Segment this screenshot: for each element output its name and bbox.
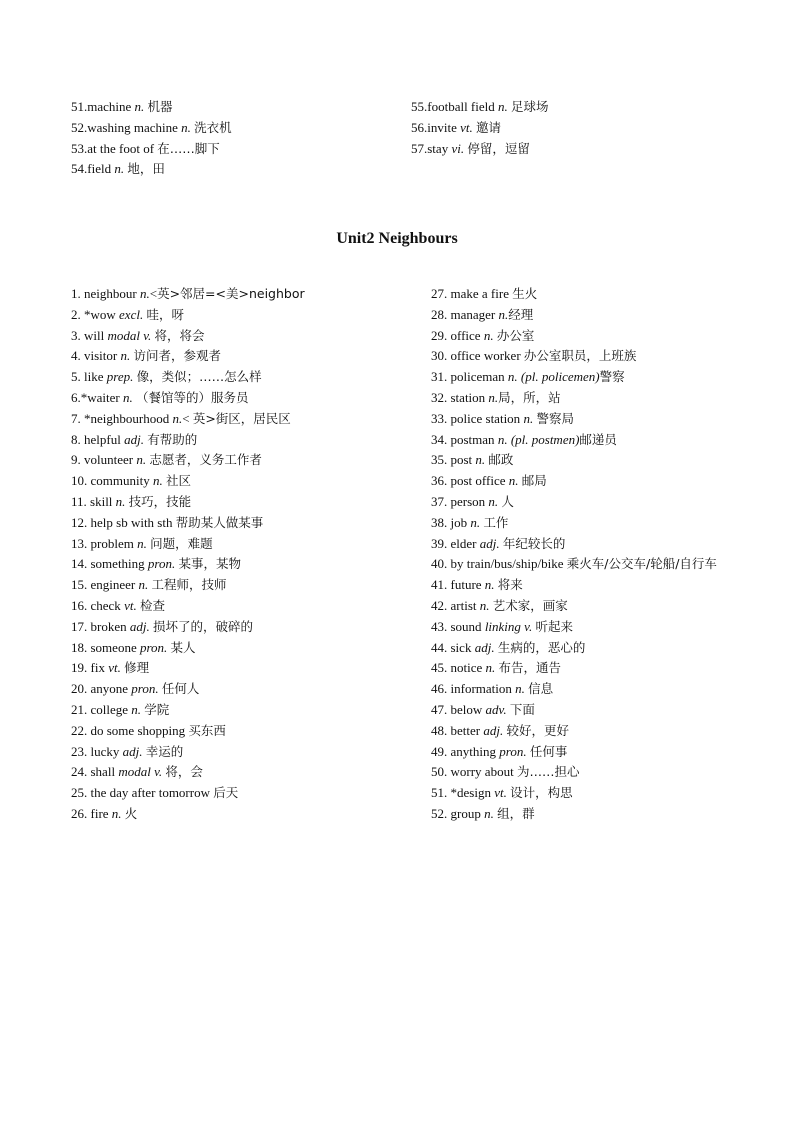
- vocab-pos: n.: [479, 597, 490, 613]
- vocab-meaning: 帮助某人做某事: [175, 514, 264, 530]
- vocab-separator: <: [182, 410, 193, 426]
- vocab-meaning: 有帮助的: [147, 431, 198, 447]
- vocab-term: 4. visitor: [71, 348, 121, 364]
- vocab-entry: [71, 658, 305, 679]
- vocab-entry: [431, 284, 717, 305]
- vocab-entry: [71, 305, 305, 326]
- vocab-term: 40. by train/bus/ship/bike: [431, 556, 567, 572]
- vocab-term: 53.at the foot of: [71, 140, 158, 156]
- vocab-term: 12. help sb with sth: [71, 514, 176, 530]
- vocab-meaning: 在……脚下: [157, 140, 220, 156]
- vocab-meaning: 后天: [213, 785, 239, 801]
- vocab-term: 17. broken: [71, 618, 130, 634]
- vocab-entry: [71, 679, 305, 700]
- vocab-meaning: 较好，更好: [506, 722, 569, 738]
- vocab-entry: [431, 721, 717, 742]
- vocab-pos: adj.: [124, 431, 144, 447]
- top-right-column: [411, 97, 549, 159]
- vocab-meaning: 工程师，技师: [151, 577, 227, 593]
- vocab-entry: [71, 513, 305, 534]
- vocab-entry: [431, 658, 717, 679]
- vocab-meaning: 检查: [139, 597, 165, 613]
- vocab-entry: [431, 638, 717, 659]
- vocab-term: 3. will: [71, 327, 108, 343]
- vocab-term: 20. anyone: [71, 681, 132, 697]
- vocab-entry: [71, 97, 232, 118]
- vocab-pos: n.: [508, 473, 519, 489]
- vocab-entry: [71, 638, 305, 659]
- vocab-term: 18. someone: [71, 639, 140, 655]
- vocab-column-left: [71, 284, 305, 825]
- vocab-pos: adj.: [474, 639, 495, 655]
- vocab-entry: [431, 305, 717, 326]
- vocab-meaning: 将，将会: [154, 327, 205, 343]
- vocab-term: 1. neighbour: [71, 286, 140, 301]
- vocab-meaning: 信息: [528, 681, 554, 697]
- vocab-pos: n.: [120, 348, 131, 364]
- page-title: Unit2 Neighbours: [336, 230, 458, 247]
- vocab-term: 10. community: [71, 473, 153, 489]
- vocab-pos: adj.: [122, 743, 143, 759]
- vocab-pos: n. (pl. postmen): [497, 431, 580, 447]
- vocab-term: 16. check: [71, 597, 125, 613]
- vocab-pos: modal v.: [118, 764, 163, 780]
- vocab-term: 19. fix: [71, 660, 109, 676]
- vocab-pos: vi.: [451, 140, 465, 156]
- vocab-entry: [71, 742, 305, 763]
- vocab-pos: n.: [134, 99, 145, 114]
- vocab-term: 37. person: [431, 493, 489, 509]
- vocab-pos: n.: [498, 99, 508, 114]
- vocab-entry: [71, 575, 305, 596]
- vocab-term: 29. office: [431, 327, 484, 343]
- vocab-entry: [71, 326, 305, 347]
- vocab-term: 51.machine: [71, 99, 135, 114]
- vocab-pos: n.: [172, 410, 183, 426]
- vocab-entry: [411, 139, 549, 160]
- vocab-entry: [431, 575, 717, 596]
- vocab-entry: [431, 346, 717, 367]
- vocab-entry: [71, 762, 305, 783]
- vocab-meaning: 设计，构思: [510, 785, 573, 801]
- vocab-pos: n.: [484, 577, 495, 593]
- vocab-entry: [431, 450, 717, 471]
- vocab-term: 7. *neighbourhood: [71, 410, 173, 426]
- vocab-term: 24. shall: [71, 764, 119, 780]
- vocab-meaning: 某人: [170, 639, 196, 655]
- vocab-pos: adj.: [129, 618, 150, 634]
- vocab-meaning: 邮局: [521, 473, 547, 489]
- vocab-pos: vt.: [494, 785, 507, 801]
- vocab-meaning: 某事，某物: [178, 556, 242, 572]
- vocab-term: 32. station: [431, 389, 489, 405]
- vocab-term: 22. do some shopping: [71, 722, 189, 738]
- vocab-meaning: 生火: [512, 286, 538, 301]
- vocab-pos: pron.: [147, 556, 176, 572]
- vocab-pos: n.: [114, 161, 125, 177]
- vocab-pos: n.: [488, 389, 499, 405]
- vocab-pos: n.: [523, 410, 534, 426]
- vocab-entry: [431, 471, 717, 492]
- vocab-pos: n.: [488, 493, 499, 509]
- vocab-term: 23. lucky: [71, 743, 123, 759]
- vocab-entry: [431, 762, 717, 783]
- vocab-entry: [71, 492, 305, 513]
- vocab-pos: n.: [484, 805, 494, 821]
- vocab-entry: [71, 118, 232, 139]
- vocab-term: 38. job: [431, 514, 471, 530]
- vocab-entry: [431, 742, 717, 763]
- vocab-pos: n.: [138, 577, 149, 593]
- vocab-meaning: 办公室职员，上班族: [523, 348, 637, 364]
- vocab-entry: [71, 596, 305, 617]
- vocab-term: 33. police station: [431, 410, 524, 426]
- vocab-meaning: 为……担心: [516, 764, 580, 780]
- vocab-term: 13. problem: [71, 535, 138, 551]
- vocab-entry: [431, 617, 717, 638]
- vocab-entry: [431, 700, 717, 721]
- vocab-term: 51. *design: [431, 785, 495, 801]
- vocab-pos: n.: [111, 805, 122, 821]
- vocab-term: 8. helpful: [71, 431, 125, 447]
- vocab-meaning: 修理: [124, 660, 150, 676]
- vocab-entry: [71, 430, 305, 451]
- vocab-pos: modal v.: [107, 327, 152, 343]
- vocab-pos: vt.: [108, 660, 121, 676]
- vocab-term: 6.*waiter: [71, 389, 123, 405]
- vocab-term: 49. anything: [431, 743, 500, 759]
- vocab-meaning: 英>街区，居民区: [192, 410, 291, 426]
- vocab-pos: n.: [122, 389, 133, 405]
- vocab-meaning: 乘火车/公交车/轮船/自行车: [566, 556, 717, 572]
- vocab-term: 9. volunteer: [71, 452, 137, 468]
- vocab-entry: [431, 409, 717, 430]
- vocab-meaning: 停留，逗留: [467, 140, 530, 156]
- vocab-term: 52. group: [431, 805, 485, 821]
- vocab-meaning: 学院: [144, 701, 170, 717]
- vocab-term: 55.football field: [411, 99, 499, 114]
- vocab-entry: [431, 388, 717, 409]
- vocab-meaning: 地，田: [127, 161, 165, 177]
- vocab-entry: [71, 700, 305, 721]
- vocab-meaning: 局，所，站: [498, 389, 561, 405]
- vocab-term: 25. the day after tomorrow: [71, 785, 214, 801]
- vocab-meaning: 任何事: [529, 743, 568, 759]
- vocab-term: 31. policeman: [431, 369, 508, 385]
- vocab-pos: n.: [483, 327, 494, 343]
- vocab-term: 11. skill: [71, 493, 116, 509]
- vocab-meaning: 将，会: [165, 764, 203, 780]
- vocab-term: 52.washing machine: [71, 119, 182, 135]
- vocab-term: 46. information: [431, 681, 516, 697]
- vocab-entry: [431, 492, 717, 513]
- vocab-meaning: 像，类似；……怎么样: [136, 369, 262, 385]
- vocab-meaning: 机器: [147, 99, 173, 114]
- vocab-entry: [71, 284, 305, 305]
- vocab-entry: [71, 367, 305, 388]
- vocab-pos: vt.: [460, 119, 473, 135]
- vocab-term: 47. below: [431, 701, 486, 717]
- vocab-term: 50. worry about: [431, 764, 517, 780]
- vocab-pos: pron.: [139, 639, 168, 655]
- vocab-meaning: 任何人: [161, 681, 200, 697]
- vocab-entry: [431, 367, 717, 388]
- vocab-pos: n.: [131, 701, 142, 717]
- vocab-meaning: 听起来: [535, 618, 573, 634]
- vocab-term: 2. *wow: [71, 306, 120, 322]
- vocab-pos: adj.: [483, 722, 504, 738]
- vocab-term: 28. manager: [431, 306, 499, 322]
- vocab-meaning: 损坏了的，破碎的: [152, 618, 253, 634]
- vocab-pos: n.: [485, 660, 496, 676]
- vocab-meaning: 警察局: [536, 410, 574, 426]
- vocab-meaning: 办公室: [496, 327, 535, 343]
- vocab-entry: [411, 118, 549, 139]
- vocab-term: 36. post office: [431, 473, 509, 489]
- vocab-term: 48. better: [431, 722, 484, 738]
- vocab-meaning: 社区: [165, 473, 191, 489]
- vocab-meaning: 工作: [483, 514, 509, 530]
- vocab-term: 44. sick: [431, 639, 475, 655]
- vocab-term: 42. artist: [431, 597, 480, 613]
- vocab-pos: excl.: [119, 306, 144, 322]
- vocab-meaning: 生病的，恶心的: [497, 639, 586, 655]
- vocab-pos: vt.: [124, 597, 137, 613]
- vocab-meaning: 年纪较长的: [502, 535, 566, 551]
- vocab-term: 39. elder: [431, 535, 480, 551]
- vocab-term: 5. like: [71, 369, 107, 385]
- vocab-term: 15. engineer: [71, 577, 139, 593]
- vocab-entry: [71, 450, 305, 471]
- vocab-entry: [431, 596, 717, 617]
- vocab-entry: [71, 409, 305, 430]
- vocab-term: 45. notice: [431, 660, 486, 676]
- vocab-meaning: 幸运的: [145, 743, 184, 759]
- vocab-meaning: 火: [124, 805, 138, 821]
- vocab-meaning: 技巧，技能: [128, 493, 192, 509]
- vocab-term: 27. make a fire: [431, 286, 513, 301]
- vocab-term: 43. sound: [431, 618, 485, 634]
- vocab-separator: <: [149, 286, 158, 301]
- vocab-term: 14. something: [71, 556, 148, 572]
- vocab-meaning: 志愿者，义务工作者: [149, 452, 262, 468]
- vocab-entry: [431, 554, 717, 575]
- vocab-entry: [71, 804, 305, 825]
- vocab-meaning: 下面: [509, 701, 535, 717]
- vocab-pos: pron.: [499, 743, 527, 759]
- vocab-pos: n.: [137, 535, 147, 551]
- vocab-entry: [71, 139, 232, 160]
- vocab-pos: adv.: [485, 701, 507, 717]
- vocab-entry: [431, 534, 717, 555]
- top-left-column: [71, 97, 232, 180]
- vocab-entry: [71, 554, 305, 575]
- vocab-pos: n.: [136, 452, 147, 468]
- vocab-meaning: 足球场: [511, 99, 549, 114]
- vocab-meaning: 买东西: [188, 722, 226, 738]
- vocab-term: 34. postman: [431, 431, 498, 447]
- vocab-entry: [431, 326, 717, 347]
- vocab-meaning: 哇，呀: [146, 306, 184, 322]
- vocab-entry: [431, 679, 717, 700]
- vocab-entry: [71, 617, 305, 638]
- vocab-meaning: 经理: [508, 306, 534, 322]
- vocab-meaning: 洗衣机: [194, 119, 232, 135]
- vocab-meaning: （餐馆等的）服务员: [135, 389, 249, 405]
- vocab-pos: n.: [181, 119, 191, 135]
- vocab-term: 26. fire: [71, 805, 112, 821]
- vocab-meaning: 人: [501, 493, 514, 509]
- vocab-entry: [71, 388, 305, 409]
- vocab-entry: [71, 534, 305, 555]
- vocab-entry: [431, 804, 717, 825]
- vocab-pos: linking v.: [484, 618, 533, 634]
- vocab-entry: [71, 159, 232, 180]
- vocab-entry: [71, 346, 305, 367]
- vocab-entry: [431, 513, 717, 534]
- vocab-pos: pron.: [131, 681, 159, 697]
- vocab-term: 21. college: [71, 701, 132, 717]
- vocab-pos: n.: [139, 286, 150, 301]
- vocab-term: 30. office worker: [431, 348, 524, 364]
- vocab-meaning: 邮政: [488, 452, 514, 468]
- vocab-meaning: 访问者，参观者: [133, 348, 221, 364]
- vocab-pos: n.: [115, 493, 126, 509]
- vocab-meaning: 警察: [599, 369, 625, 385]
- vocab-pos: prep.: [106, 369, 134, 385]
- vocab-pos: n.: [152, 473, 163, 489]
- vocab-entry: [71, 783, 305, 804]
- vocab-meaning: 组，群: [497, 805, 535, 821]
- vocab-pos: n.: [475, 452, 486, 468]
- vocab-entry: [411, 97, 549, 118]
- vocab-meaning: 邮递员: [579, 431, 617, 447]
- vocab-term: 56.invite: [411, 119, 461, 135]
- vocab-term: 41. future: [431, 577, 485, 593]
- vocab-entry: [71, 471, 305, 492]
- vocab-pos: n.: [515, 681, 525, 697]
- vocab-column-right: [431, 284, 717, 825]
- vocab-meaning: 布告，通告: [498, 660, 562, 676]
- vocab-entry: [431, 430, 717, 451]
- vocab-entry: [431, 783, 717, 804]
- vocab-term: 54.field: [71, 161, 115, 177]
- vocab-meaning: 艺术家，画家: [492, 597, 568, 613]
- vocab-meaning: 英>邻居=<美>neighbor: [157, 286, 305, 301]
- vocab-term: 57.stay: [411, 140, 452, 156]
- vocab-entry: [71, 721, 305, 742]
- vocab-meaning: 邀请: [476, 119, 502, 135]
- vocab-meaning: 问题，难题: [150, 535, 213, 551]
- vocab-pos: n.: [498, 306, 509, 322]
- vocab-pos: adj.: [479, 535, 500, 551]
- vocab-pos: n.: [470, 514, 481, 530]
- vocab-term: 35. post: [431, 452, 476, 468]
- vocab-meaning: 将来: [497, 577, 523, 593]
- vocab-pos: n. (pl. policemen): [507, 369, 600, 385]
